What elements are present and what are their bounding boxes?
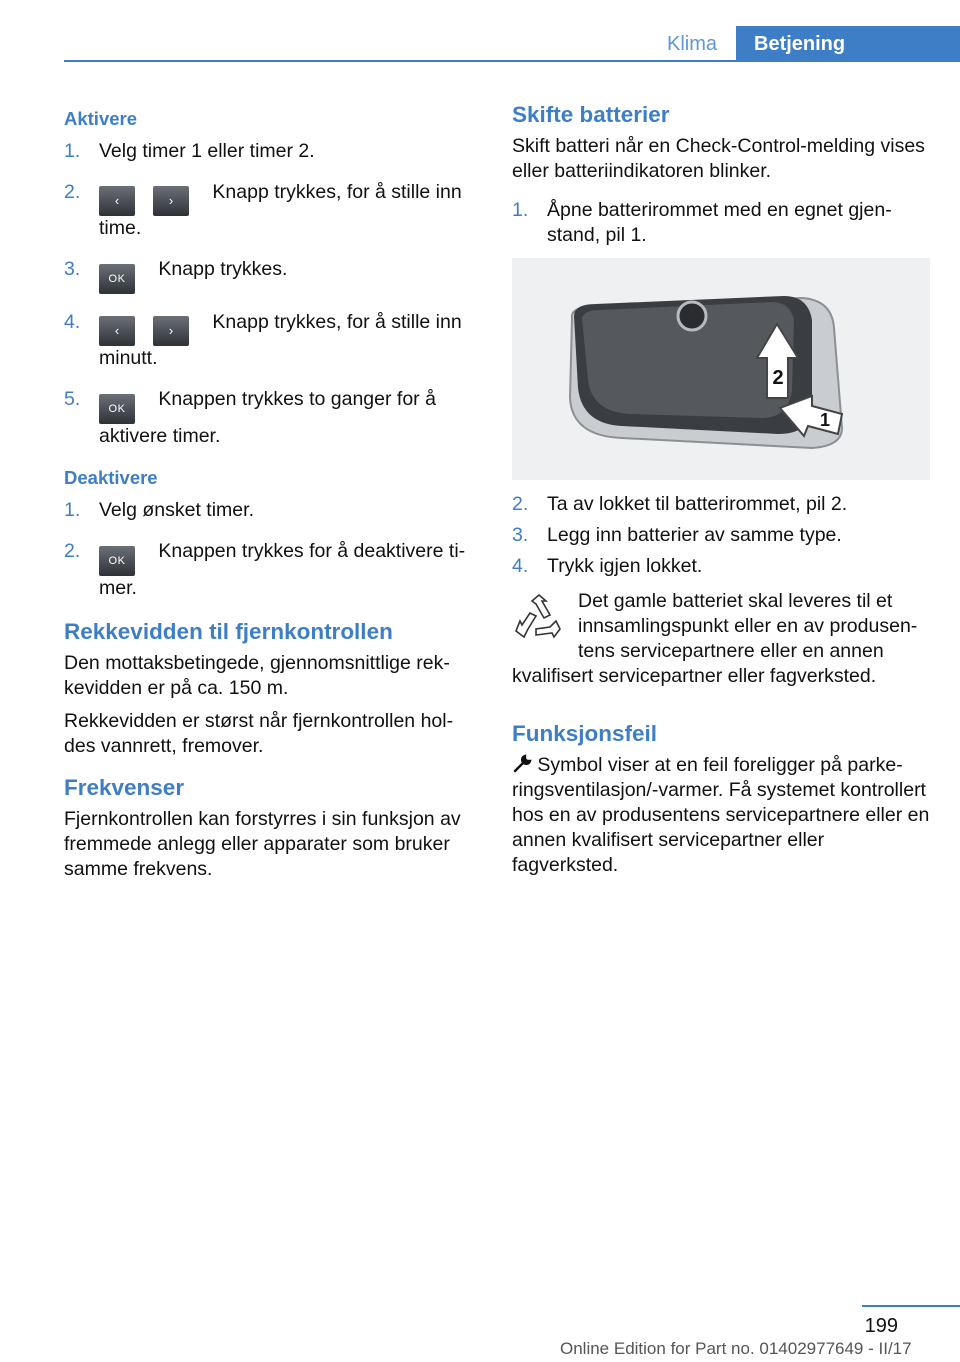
ok-button-icon: OK xyxy=(99,546,135,576)
step-number: 1. xyxy=(64,499,81,521)
step-text: Velg ønsket timer. xyxy=(99,499,254,521)
fault-heading: Funksjonsfeil xyxy=(512,721,658,746)
tab-betjening[interactable]: Betjening xyxy=(736,26,960,62)
battery-heading: Skifte batterier xyxy=(512,102,670,127)
activate-steps xyxy=(64,139,474,449)
recycle-note xyxy=(512,589,930,689)
step-number: 4. xyxy=(64,311,81,333)
range-paragraph-1: Den mottaksbetingede, gjennomsnittlige rekkevidden er på ca. 150 m. xyxy=(64,652,450,699)
tab-klima[interactable]: Klima xyxy=(666,33,717,55)
step-number: 1. xyxy=(64,140,81,162)
arrow-2-label: 2 xyxy=(772,367,784,389)
step-text: Knapp trykkes, for å stille inn time. xyxy=(99,181,462,239)
wrench-icon xyxy=(512,754,532,774)
step-text: Trykk igjen lokket. xyxy=(547,555,703,577)
page-number: 199 xyxy=(864,1315,898,1337)
step-number: 2. xyxy=(64,540,81,562)
step-text: Ta av lokket til batterirommet, pil 2. xyxy=(547,493,848,515)
edition-footer: Online Edition for Part no. 01402977649 - II/17 xyxy=(560,1339,912,1358)
step-text: Åpne batterirommet med en egnet gjenstand, pil 1. xyxy=(547,199,892,246)
left-column xyxy=(64,100,474,890)
left-arrow-button-icon: ‹ xyxy=(99,316,135,346)
recycle-text-tail: kvalifisert servicepartner eller fagverksted. xyxy=(512,665,877,687)
step-text: Knappen trykkes to ganger for å aktivere timer. xyxy=(99,388,436,447)
key-battery-figure xyxy=(512,258,930,480)
battery-steps-first xyxy=(512,198,930,248)
ok-button-icon: OK xyxy=(99,264,135,294)
step-number: 5. xyxy=(64,388,81,410)
step-number: 2. xyxy=(512,493,529,515)
activate-heading: Aktivere xyxy=(64,108,138,129)
list-item xyxy=(512,554,930,579)
recycle-icon xyxy=(512,591,566,645)
range-paragraph-2: Rekkevidden er størst når fjernkontrollen holdes vannrett, fremover. xyxy=(64,710,454,757)
range-heading: Rekkevidden til fjernkontrollen xyxy=(64,619,393,644)
list-item xyxy=(512,492,930,517)
list-item xyxy=(64,139,474,164)
ok-button-icon: OK xyxy=(99,394,135,424)
list-item xyxy=(64,498,474,523)
deactivate-steps xyxy=(64,498,474,601)
step-text: Knapp trykkes. xyxy=(153,258,288,280)
fault-paragraph xyxy=(512,753,930,878)
bmw-logo-icon xyxy=(678,302,706,330)
step-number: 1. xyxy=(512,199,529,221)
frequency-paragraph: Fjernkontrollen kan forstyrres i sin funksjon av fremmede anlegg eller apparater som bruker samme frekvens. xyxy=(64,808,461,880)
list-item xyxy=(64,387,474,449)
step-number: 4. xyxy=(512,555,529,577)
frequency-heading: Frekvenser xyxy=(64,775,185,800)
recycle-text: Det gamle batteriet skal leveres til et innsamlingspunkt eller en av produsentens servicepartnere eller en annen xyxy=(578,590,918,662)
list-item xyxy=(64,310,474,371)
left-arrow-button-icon: ‹ xyxy=(99,186,135,216)
car-key-illustration xyxy=(512,258,930,480)
list-item xyxy=(64,539,474,601)
right-column xyxy=(512,100,930,886)
list-item xyxy=(64,257,474,294)
step-text: Legg inn batterier av samme type. xyxy=(547,524,842,546)
arrow-1-label: 1 xyxy=(819,410,831,430)
fault-text: Symbol viser at en feil foreligger på parkeringsventilasjon/-varmer. Få systemet kontrollert hos en av produsentens servicepartnere eller en annen kvalifisert servicepartner eller fagverksted. xyxy=(512,754,930,876)
list-item xyxy=(512,198,930,248)
step-number: 3. xyxy=(64,258,81,280)
step-number: 2. xyxy=(64,181,81,203)
deactivate-heading: Deaktivere xyxy=(64,467,158,488)
battery-intro: Skift batteri når en Check-Control-melding vises eller batteriindikatoren blinker. xyxy=(512,135,925,182)
right-arrow-button-icon: › xyxy=(153,316,189,346)
battery-steps-rest xyxy=(512,492,930,579)
list-item xyxy=(64,180,474,241)
step-text: Velg timer 1 eller timer 2. xyxy=(99,140,315,162)
footer-rule xyxy=(862,1305,960,1307)
step-text: Knapp trykkes, for å stille inn minutt. xyxy=(99,311,462,369)
step-number: 3. xyxy=(512,524,529,546)
list-item xyxy=(512,523,930,548)
right-arrow-button-icon: › xyxy=(153,186,189,216)
step-text: Knappen trykkes for å deaktivere timer. xyxy=(99,540,466,599)
